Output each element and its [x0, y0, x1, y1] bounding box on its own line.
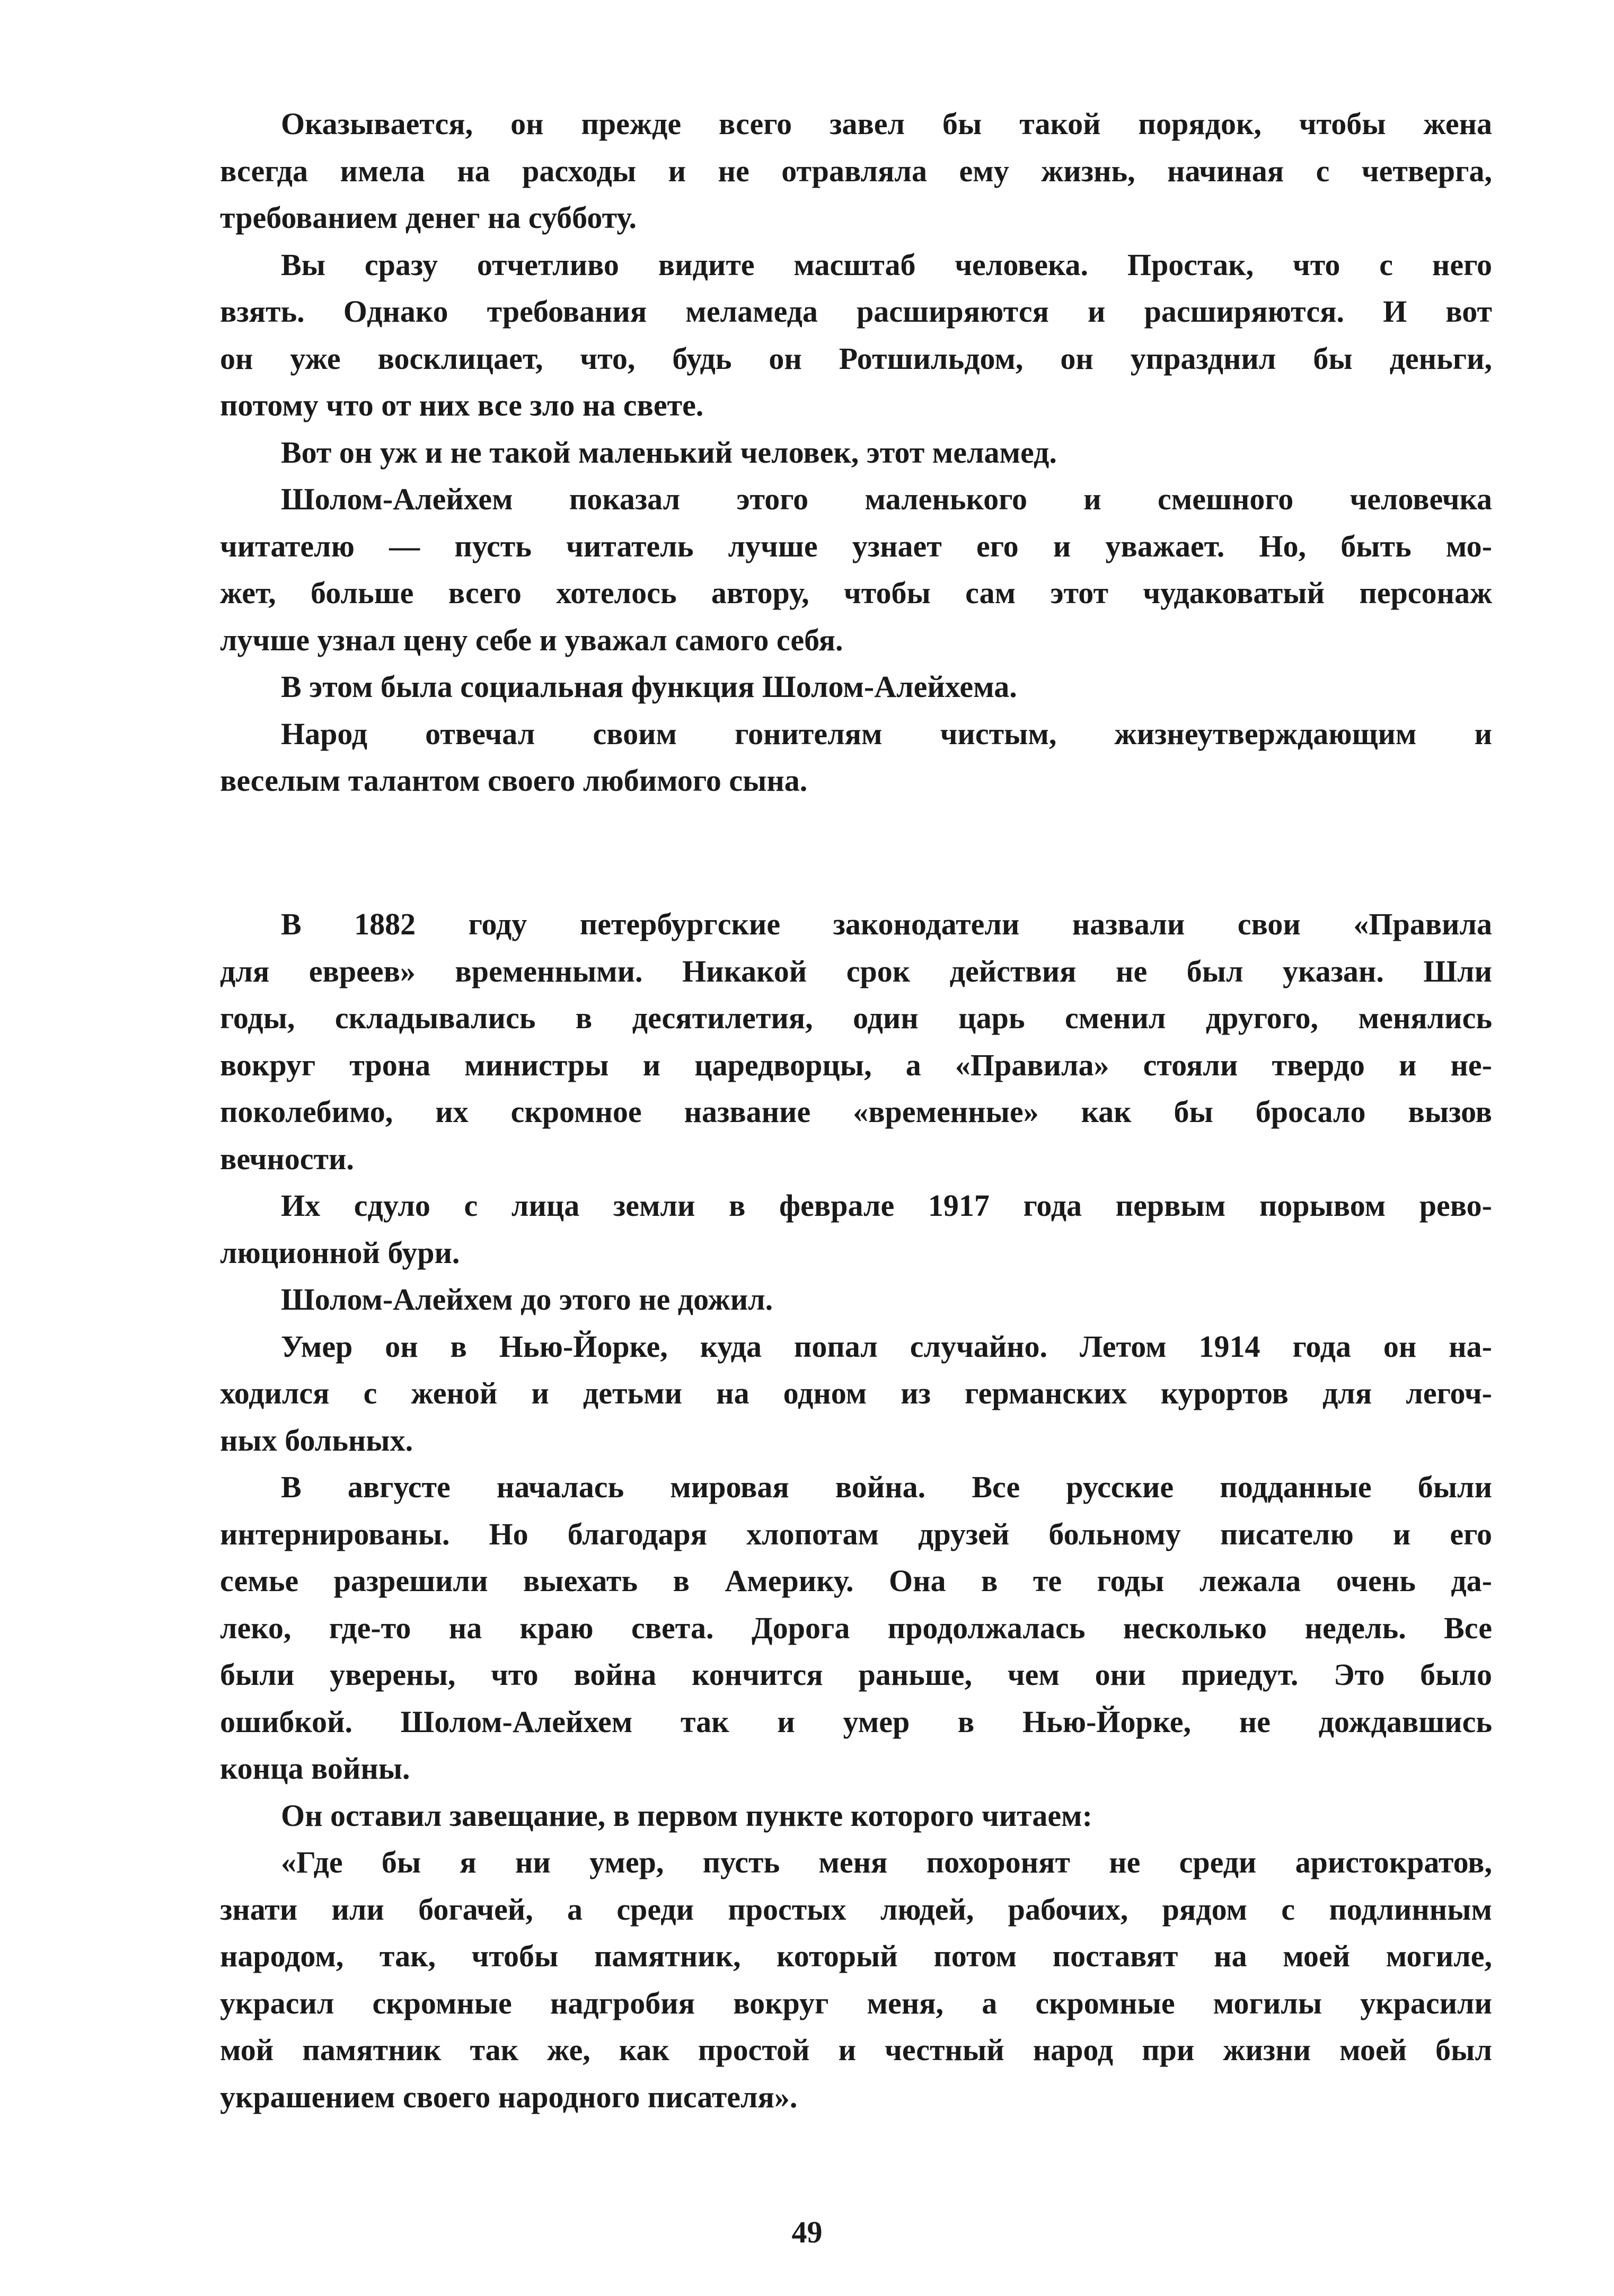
text-line: украшением своего народного писателя». [220, 2079, 798, 2114]
page-number: 49 [791, 2215, 823, 2249]
text-line: веселым талантом своего любимого сына. [220, 763, 808, 798]
text-line: требованием денег на субботу. [220, 200, 637, 235]
text-line: народом, так, чтобы памятник, который потом поставят на моей могиле, [220, 1939, 1492, 1973]
text-line: интернированы. Но благодаря хлопотам друзей больному писателю и его [220, 1516, 1492, 1551]
text-line: для евреев» временными. Никакой срок действия не был указан. Шли [220, 953, 1492, 988]
text-block-bottom [220, 901, 1492, 2121]
paragraph [220, 101, 1492, 242]
text-line: люционной бури. [220, 1235, 460, 1270]
paragraph [220, 664, 1492, 711]
text-block-top [220, 101, 1492, 805]
paragraph [220, 1839, 1492, 2121]
paragraph [220, 901, 1492, 1182]
text-line: взять. Однако требования меламеда расширяются и расширяются. И вот [220, 294, 1492, 329]
text-line: лучше узнал цену себе и уважал самого себя. [220, 622, 843, 657]
text-line: «Где бы я ни умер, пусть меня похоронят не среди аристократов, [281, 1845, 1492, 1879]
text-line: жет, больше всего хотелось автору, чтобы сам этот чудаковатый персонаж [220, 576, 1492, 610]
paragraph [220, 711, 1492, 805]
text-line: поколебимо, их скромное название «временные» как бы бросало вызов [220, 1094, 1492, 1129]
text-line: Шолом-Алейхем до этого не дожил. [281, 1282, 773, 1317]
text-line: вокруг трона министры и царедворцы, а «Правила» стояли твердо и не- [220, 1047, 1492, 1082]
text-line: потому что от них все зло на свете. [220, 388, 704, 422]
text-line: Умер он в Нью-Йорке, куда попал случайно. Летом 1914 года он на- [281, 1329, 1492, 1364]
paragraph [220, 1182, 1492, 1276]
paragraph [220, 476, 1492, 664]
paragraph [220, 1464, 1492, 1792]
text-line: знати или богачей, а среди простых людей, рабочих, рядом с подлинным [220, 1892, 1492, 1927]
text-line: были уверены, что война кончится раньше, чем они приедут. Это было [220, 1657, 1492, 1692]
text-line: ошибкой. Шолом-Алейхем так и умер в Нью-Йорке, не дождавшись [220, 1704, 1492, 1739]
text-line: Вот он уж и не такой маленький человек, этот меламед. [281, 435, 1057, 470]
text-line: вечности. [220, 1141, 354, 1176]
text-line: Их сдуло с лица земли в феврале 1917 года первым порывом рево- [281, 1188, 1492, 1223]
text-line: ных больных. [220, 1423, 413, 1458]
text-line: читателю — пусть читатель лучше узнает его и уважает. Но, быть мо- [220, 528, 1492, 563]
text-line: Оказывается, он прежде всего завел бы такой порядок, чтобы жена [281, 107, 1492, 141]
paragraph [220, 429, 1492, 476]
text-line: семье разрешили выехать в Америку. Она в те годы лежала очень да- [220, 1564, 1492, 1598]
paragraph [220, 1276, 1492, 1323]
text-line: мой памятник так же, как простой и честный народ при жизни моей был [220, 2033, 1492, 2067]
text-line: конца войны. [220, 1751, 410, 1786]
text-line: Он оставил завещание, в первом пункте которого читаем: [281, 1798, 1092, 1833]
paragraph [220, 242, 1492, 429]
paragraph [220, 1792, 1492, 1840]
text-line: леко, где-то на краю света. Дорога продолжалась несколько недель. Все [220, 1610, 1492, 1645]
text-line: В августе началась мировая война. Все русские подданные были [281, 1470, 1492, 1504]
text-line: Шолом-Алейхем показал этого маленького и смешного человечка [281, 482, 1492, 516]
text-line: годы, складывались в десятилетия, один царь сменил другого, менялись [220, 1001, 1492, 1035]
text-line: ходился с женой и детьми на одном из германских курортов для легоч- [220, 1376, 1492, 1410]
text-line: Вы сразу отчетливо видите масштаб человека. Простак, что с него [281, 247, 1492, 282]
text-line: всегда имела на расходы и не отравляла ему жизнь, начиная с четверга, [220, 153, 1492, 188]
text-line: украсил скромные надгробия вокруг меня, а скромные могилы украсили [220, 1985, 1492, 2020]
text-line: В 1882 году петербургские законодатели назвали свои «Правила [281, 907, 1492, 941]
text-line: В этом была социальная функция Шолом-Алейхема. [281, 669, 1017, 704]
text-line: он уже восклицает, что, будь он Ротшильдом, он упразднил бы деньги, [220, 341, 1492, 376]
text-line: Народ отвечал своим гонителям чистым, жизнеутверждающим и [281, 716, 1492, 751]
paragraph [220, 1323, 1492, 1464]
